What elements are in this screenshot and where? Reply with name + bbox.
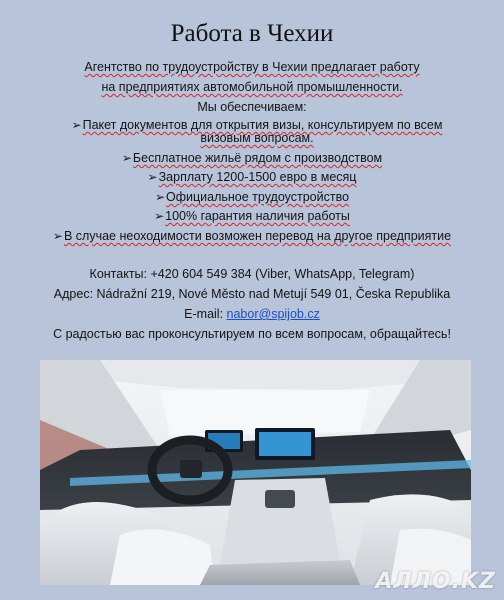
bullet-item-official <box>0 190 504 204</box>
bullet-arrow-icon: ➢ <box>52 229 63 243</box>
bullet-text: В случае неоходимости возможен перевод на другое предприятие <box>63 229 452 243</box>
email-line <box>0 307 504 321</box>
bullet-arrow-icon: ➢ <box>121 151 132 165</box>
we-provide-heading: Мы обеспечиваем: <box>197 100 307 114</box>
bullet-text: Пакет документов для открытия визы, консультируем по всем визовым вопросам. <box>82 118 443 145</box>
bullet-text: Зарплату 1200-1500 евро в месяц <box>158 170 357 184</box>
bullet-arrow-icon: ➢ <box>147 170 158 184</box>
bullet-text: Официальное трудоустройство <box>166 190 350 204</box>
bullet-item-transfer <box>0 229 504 243</box>
bullet-item-visa <box>62 119 452 145</box>
bullet-arrow-icon: ➢ <box>71 118 82 132</box>
email-link[interactable]: nabor@spijob.cz <box>226 307 320 321</box>
bullet-item-salary <box>0 170 504 184</box>
page-title: Работа в Чехии <box>170 20 334 47</box>
intro-line-2: на предприятиях автомобильной промышленности. <box>101 80 403 94</box>
bullet-item-guarantee <box>0 209 504 223</box>
car-interior-illustration <box>40 360 471 585</box>
watermark-logo: АЛЛО.KZ <box>375 569 496 594</box>
bullet-text: Бесплатное жильё рядом с производством <box>132 151 383 165</box>
bullet-arrow-icon: ➢ <box>154 190 165 204</box>
car-interior-photo <box>40 360 471 585</box>
closing-line: С радостью вас проконсультируем по всем вопросам, обращайтесь! <box>53 327 451 341</box>
email-label: E-mail: <box>184 307 227 321</box>
address-line: Адрес: Nádražní 219, Nové Město nad Metují 549 01, Česka Republika <box>53 287 451 301</box>
contacts-line: Контакты: +420 604 549 384 (Viber, WhatsApp, Telegram) <box>89 267 415 281</box>
intro-line-1: Агентство по трудоустройству в Чехии предлагает работу <box>84 60 420 74</box>
bullet-item-housing <box>0 151 504 165</box>
bullet-arrow-icon: ➢ <box>154 209 165 223</box>
bullet-text: 100% гарантия наличия работы <box>165 209 350 223</box>
